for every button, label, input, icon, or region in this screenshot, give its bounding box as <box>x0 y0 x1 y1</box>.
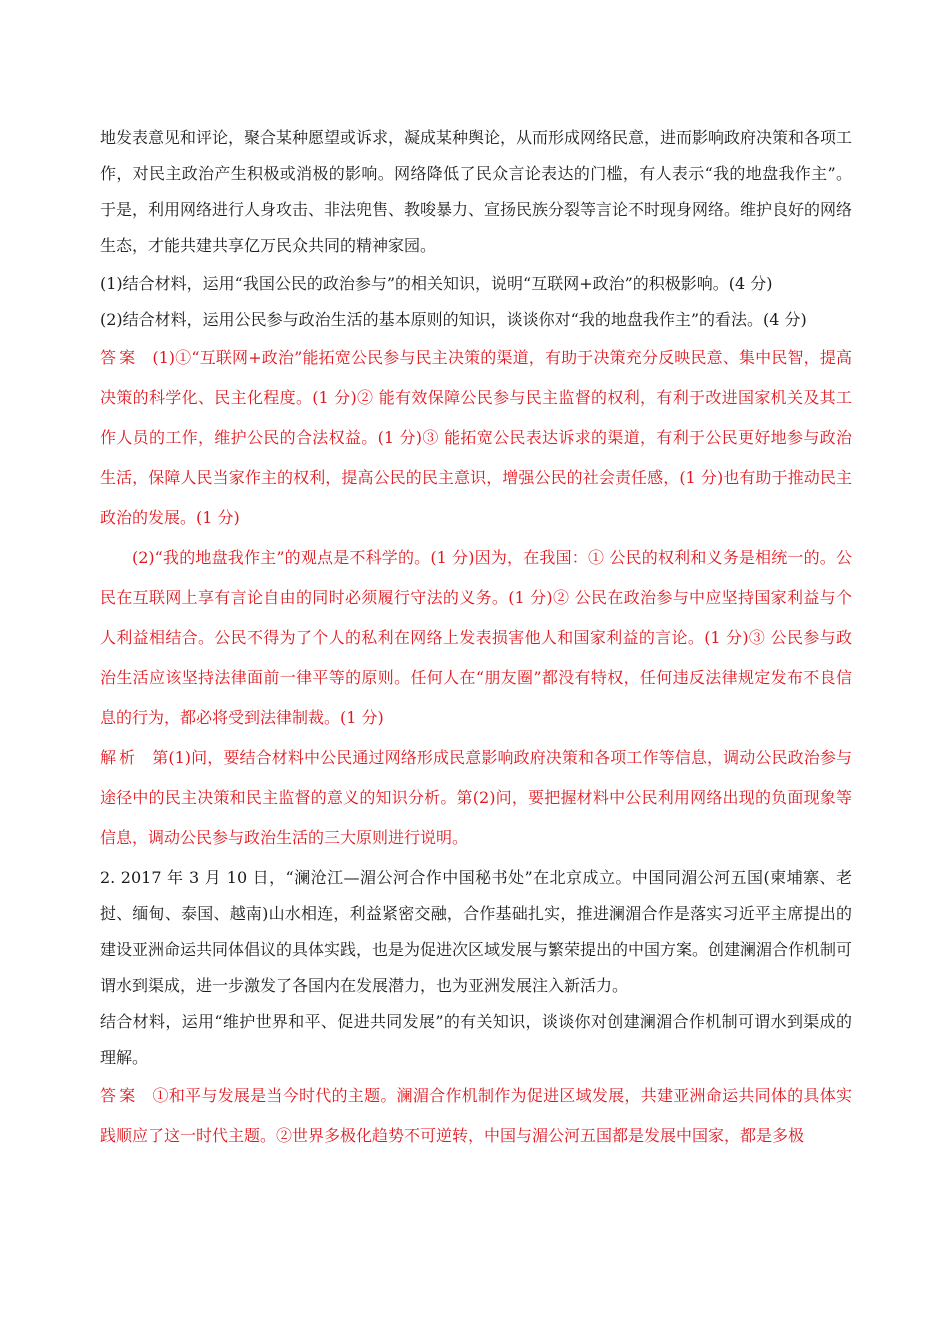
answer-1-part-1: (1)①“互联网+政治”能拓宽公民参与民主决策的渠道，有助于决策充分反映民意、集中民智，提高决策的科学化、民主化程度。(1 分)② 能有效保障公民参与民主监督的权利，有利于改进国家机关及其工作人员的工作，维护公民的合法权益。(1 分)③ 能拓宽公民表达诉求的渠道，有利于公民更好地参与政治生活，保障人民当家作主的权利，提高公民的民主意识，增强公民的社会责任感，(1 分)也有助于推动民主政治的发展。(1 分) <box>100 348 852 527</box>
answer-1 <box>100 338 852 738</box>
analysis-1 <box>100 738 852 858</box>
answer-label: 答案 <box>100 348 139 367</box>
answer-2-label: 答案 <box>100 1086 139 1105</box>
question-1-2: (2)结合材料，运用公民参与政治生活的基本原则的知识，谈谈你对“我的地盘我作主”的看法。(4 分) <box>100 310 807 329</box>
answer-1-part-2: (2)“我的地盘我作主”的观点是不科学的。(1 分)因为，在我国：① 公民的权利和义务是相统一的。公民在互联网上享有言论自由的同时必须履行守法的义务。(1 分)② 公民在政治参与中应坚持国家利益与个人利益相结合。公民不得为了个人的私利在网络上发表损害他人和国家利益的言论。(1 分)③ 公民参与政治生活应该坚持法律面前一律平等的原则。任何人在“朋友圈”都没有特权，任何违反法律规定发布不良信息的行为，都必将受到法律制裁。(1 分) <box>100 548 852 727</box>
question-2-prompt: 结合材料，运用“维护世界和平、促进共同发展”的有关知识，谈谈你对创建澜湄合作机制可谓水到渠成的理解。 <box>100 1012 852 1067</box>
analysis-label: 解析 <box>100 748 139 767</box>
question-2-material: 2. 2017 年 3 月 10 日，“澜沧江—湄公河合作中国秘书处”在北京成立。中国同湄公河五国(柬埔寨、老挝、缅甸、泰国、越南)山水相连，利益紧密交融，合作基础扎实，推进澜湄合作是落实习近平主席提出的建设亚洲命运共同体倡议的具体实践，也是为促进次区域发展与繁荣提出的中国方案。创建澜湄合作机制可谓水到渠成，进一步激发了各国内在发展潜力，也为亚洲发展注入新活力。 <box>100 868 853 995</box>
question-1-1: (1)结合材料，运用“我国公民的政治参与”的相关知识，说明“互联网+政治”的积极影响。(4 分) <box>100 274 773 293</box>
answer-2-text: ①和平与发展是当今时代的主题。澜湄合作机制作为促进区域发展，共建亚洲命运共同体的具体实践顺应了这一时代主题。②世界多极化趋势不可逆转，中国与湄公河五国都是发展中国家，都是多极 <box>100 1086 852 1145</box>
material-paragraph-1: 地发表意见和评论，聚合某种愿望或诉求，凝成某种舆论，从而形成网络民意，进而影响政府决策和各项工作，对民主政治产生积极或消极的影响。网络降低了民众言论表达的门槛，有人表示“我的地盘我作主”。于是，利用网络进行人身攻击、非法兜售、教唆暴力、宣扬民族分裂等言论不时现身网络。维护良好的网络生态，才能共建共享亿万民众共同的精神家园。 <box>100 128 853 255</box>
answer-2 <box>100 1076 852 1156</box>
document-page <box>100 120 852 1156</box>
analysis-1-text: 第(1)问，要结合材料中公民通过网络形成民意影响政府决策和各项工作等信息，调动公民政治参与途径中的民主决策和民主监督的意义的知识分析。第(2)问，要把握材料中公民利用网络出现的负面现象等信息，调动公民参与政治生活的三大原则进行说明。 <box>100 748 852 847</box>
